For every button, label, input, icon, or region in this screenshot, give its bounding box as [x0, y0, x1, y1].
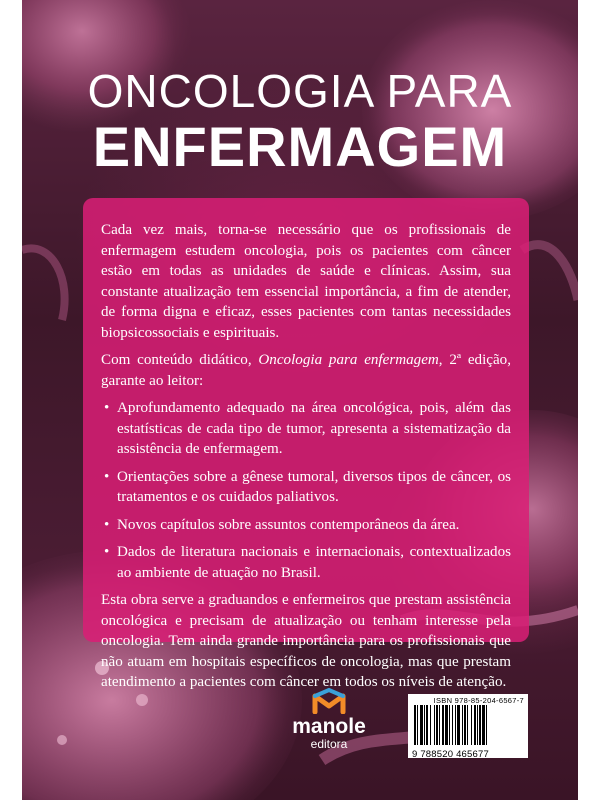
- title-line-2: ENFERMAGEM: [92, 115, 508, 178]
- tendril-4: [522, 245, 578, 300]
- barcode-bar: [477, 705, 478, 745]
- bullet-item: [101, 398, 511, 460]
- barcode-bar: [434, 705, 435, 745]
- barcode-bar: [467, 705, 468, 745]
- publisher-logo: [284, 688, 374, 758]
- blurb-p2-before: Com conteúdo didático,: [101, 352, 259, 368]
- blurb-box: [83, 198, 529, 690]
- barcode-bar: [445, 705, 448, 745]
- bullet-item: [101, 467, 511, 508]
- barcode-bar: [479, 705, 481, 745]
- barcode-bar: [482, 705, 485, 745]
- blurb-p2-after: , 2ª edição, garante ao leitor:: [101, 352, 511, 389]
- bullet-dot: •: [104, 516, 110, 533]
- isbn-text: ISBN 978-85-204-6567-7: [433, 696, 524, 705]
- barcode-bar: [442, 705, 444, 745]
- barcode-bar: [464, 705, 466, 745]
- publisher-name: manole: [292, 715, 366, 738]
- bullet-item: [101, 542, 511, 583]
- barcode-bar: [439, 705, 440, 745]
- bullet-text: Dados de literatura nacionais e internacionais, contextualizados ao ambiente de atuação no Brasil.: [117, 544, 511, 581]
- bullet-dot: •: [104, 468, 110, 485]
- tendril-3: [22, 248, 65, 320]
- isbn-barcode: [408, 694, 528, 758]
- barcode-bar: [452, 705, 453, 745]
- book-back-cover: [22, 0, 578, 800]
- bullet-text: Novos capítulos sobre assuntos contemporâneos da área.: [117, 516, 460, 533]
- barcode-bar: [424, 705, 425, 745]
- barcode-bar: [430, 705, 431, 745]
- cell-spot-2: [136, 694, 148, 706]
- bullet-item: [101, 515, 511, 536]
- barcode-bar: [471, 705, 472, 745]
- bullet-dot: •: [104, 544, 110, 560]
- barcode-bar: [457, 705, 460, 745]
- barcode-bar: [417, 705, 418, 745]
- barcode-bar: [426, 705, 428, 745]
- bullet-text: Aprofundamento adequado na área oncológica, pois, além das estatísticas de cada tipo de tumor, apresenta a sistematização da assistência de enfermagem.: [117, 400, 511, 457]
- blurb-paragraph-3: Esta obra serve a graduandos e enfermeiros que prestam assistência oncológica e precisam de atualização ou tenham interesse pela oncologia. Tem ainda grande importância para os profissionais que não atuam em hospitais específicos de oncologia, mas que prestam atendimento a pacientes com câncer em todos os níveis de atenção.: [101, 592, 511, 690]
- bullet-dot: •: [104, 400, 110, 416]
- barcode-bar: [420, 705, 423, 745]
- barcode-bar: [486, 705, 487, 745]
- manole-logo-icon: [312, 688, 346, 714]
- cell-spot-3: [57, 735, 67, 745]
- bullet-text: Orientações sobre a gênese tumoral, diversos tipos de câncer, os tratamentos e os cuidados paliativos.: [117, 468, 511, 505]
- barcode-digits: 9 788520 465677: [412, 749, 489, 760]
- barcode-bar: [414, 705, 416, 745]
- barcode-bar: [462, 705, 463, 745]
- barcode-bar: [436, 705, 438, 745]
- barcode-bar: [474, 705, 476, 745]
- blurb-paragraph-2: [101, 350, 511, 391]
- barcode-bar: [455, 705, 456, 745]
- blurb-p2-book-title: Oncologia para enfermagem: [258, 352, 439, 368]
- barcode-bars: [412, 705, 524, 745]
- blurb-bullet-list: [101, 398, 511, 583]
- publisher-sub: editora: [310, 737, 348, 751]
- barcode-bar: [449, 705, 450, 745]
- title-line-1: ONCOLOGIA PARA: [87, 65, 513, 117]
- blurb-paragraph-1: Cada vez mais, torna-se necessário que os profissionais de enfermagem estudem oncologia, pois os pacientes com câncer estão em todas as unidades de saúde e clínicas. Assim, sua constante atualização tem essencial importância, a fim de atender, de forma digna e eficaz, esses pacientes com tantas necessidades biopsicossociais e espirituais.: [101, 222, 511, 341]
